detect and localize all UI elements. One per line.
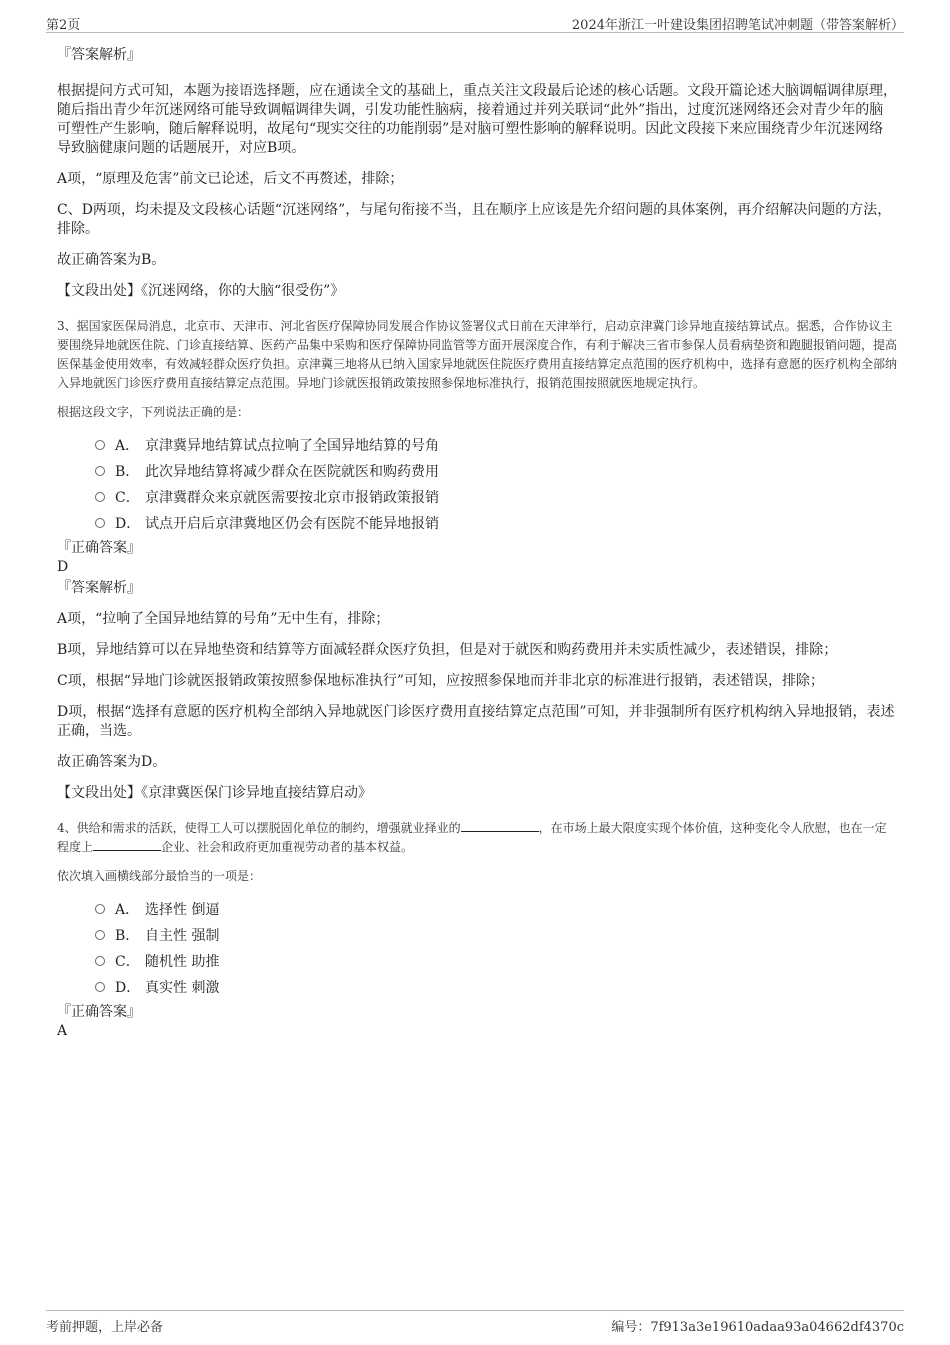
option-text: 此次异地结算将减少群众在医院就医和购药费用 (145, 464, 439, 480)
source-citation: 【文段出处】《京津冀医保门诊异地直接结算启动》 (57, 785, 372, 801)
analysis-paragraph: A项，“拉响了全国异地结算的号角”无中生有，排除； (57, 611, 390, 627)
option-b[interactable] (95, 927, 897, 946)
fill-blank-1 (461, 819, 539, 832)
question-stem: 3、据国家医保局消息，北京市、天津市、河北省医疗保障协同发展合作协议签署仪式日前在天津举行，启动京津冀门诊异地直接结算试点。据悉，合作协议主要围绕异地就医住院、门诊直接结算、医药产品集中采购和医疗保障协同监管等方面开展深度合作，有利于解决三省市参保人员看病垫资和跑腿报销问题，提高医保基金使用效率，有效减轻群众医疗负担。京津冀三地将从已纳入国家异地就医住院医疗费用直接结算定点范围的医疗机构中，选择有意愿的医疗机构全部纳入异地就医门诊医疗费用直接结算定点范围。异地门诊就医报销政策按照参保地标准执行，报销范围按照就医地规定执行。 (57, 319, 898, 390)
option-text: 真实性 刺激 (145, 980, 220, 996)
radio-icon[interactable] (95, 904, 105, 914)
source-citation: 【文段出处】《沉迷网络，你的大脑“很受伤”》 (57, 283, 345, 299)
question-prompt: 根据这段文字，下列说法正确的是： (57, 405, 250, 419)
analysis-paragraph: 根据提问方式可知，本题为接语选择题，应在通读全文的基础上，重点关注文段最后论述的核心话题。文段开篇论述大脑调幅调律原理，随后指出青少年沉迷网络可能导致调幅调律失调，引发功能性脑病，接着通过并列关联词“此外”指出，过度沉迷网络还会对青少年的脑可塑性产生影响，随后解释说明，故尾句“现实交往的功能削弱”是对脑可塑性影响的解释说明。因此文段接下来应围绕青少年沉迷网络导致脑健康问题的话题展开，对应B项。 (57, 83, 897, 156)
option-a[interactable] (95, 437, 897, 456)
document-code: 编号：7f913a3e19610adaa93a04662df4370c (611, 1320, 904, 1335)
analysis-paragraph: C项，根据“异地门诊就医报销政策按照参保地标准执行”可知，应按照参保地而并非北京的标准进行报销，表述错误，排除； (57, 673, 825, 689)
correct-answer: D (57, 559, 69, 575)
question-prompt: 依次填入画横线部分最恰当的一项是： (57, 869, 262, 883)
option-text: 试点开启后京津冀地区仍会有医院不能异地报销 (145, 516, 439, 532)
radio-icon[interactable] (95, 982, 105, 992)
option-list (57, 437, 897, 534)
stem-text: ，在市场上最大限度实现个体价值，这种变化令人欣慰，也在一定程度上 (57, 821, 887, 854)
footer-slogan: 考前押题，上岸必备 (46, 1320, 164, 1335)
option-text: 随机性 助推 (145, 954, 220, 970)
option-letter: B． (115, 464, 140, 480)
fill-blank-2 (93, 838, 161, 851)
option-c[interactable] (95, 953, 897, 972)
answer-label: 『正确答案』 (57, 540, 141, 556)
page-header (46, 14, 904, 33)
radio-icon[interactable] (95, 492, 105, 502)
analysis-label: 『答案解析』 (57, 47, 141, 63)
option-text: 京津冀群众来京就医需要按北京市报销政策报销 (145, 490, 439, 506)
analysis-paragraph: 故正确答案为B。 (57, 252, 166, 268)
option-letter: A． (115, 438, 140, 454)
page-number: 第2页 (46, 18, 81, 33)
document-title: 2024年浙江一叶建设集团招聘笔试冲刺题（带答案解析） (571, 18, 904, 33)
option-letter: C． (115, 490, 140, 506)
analysis-label: 『答案解析』 (57, 580, 141, 596)
option-d[interactable] (95, 515, 897, 534)
answer-label: 『正确答案』 (57, 1004, 141, 1020)
radio-icon[interactable] (95, 518, 105, 528)
stem-text: 4、供给和需求的活跃，使得工人可以摆脱固化单位的制约，增强就业择业的 (57, 821, 461, 835)
option-letter: A． (115, 902, 140, 918)
analysis-paragraph: A项，“原理及危害”前文已论述，后文不再赘述，排除； (57, 171, 404, 187)
analysis-paragraph: B项，异地结算可以在异地垫资和结算等方面减轻群众医疗负担，但是对于就医和购药费用并未实质性减少，表述错误，排除； (57, 642, 838, 658)
option-list (57, 901, 897, 998)
radio-icon[interactable] (95, 440, 105, 450)
question-stem (57, 819, 897, 857)
page-content (57, 46, 897, 1041)
option-c[interactable] (95, 489, 897, 508)
radio-icon[interactable] (95, 466, 105, 476)
option-text: 自主性 强制 (145, 928, 220, 944)
correct-answer: A (57, 1023, 68, 1039)
option-letter: D． (115, 980, 141, 996)
option-text: 选择性 倒逼 (145, 902, 220, 918)
radio-icon[interactable] (95, 956, 105, 966)
analysis-paragraph: D项，根据“选择有意愿的医疗机构全部纳入异地就医门诊医疗费用直接结算定点范围”可知，并非强制所有医疗机构纳入异地报销，表述正确，当选。 (57, 704, 895, 739)
radio-icon[interactable] (95, 930, 105, 940)
option-b[interactable] (95, 463, 897, 482)
option-d[interactable] (95, 979, 897, 998)
page-footer (46, 1310, 904, 1333)
option-letter: C． (115, 954, 140, 970)
stem-text: 企业、社会和政府更加重视劳动者的基本权益。 (161, 840, 414, 854)
option-a[interactable] (95, 901, 897, 920)
option-letter: B． (115, 928, 140, 944)
option-letter: D． (115, 516, 141, 532)
analysis-paragraph: 故正确答案为D。 (57, 754, 167, 770)
option-text: 京津冀异地结算试点拉响了全国异地结算的号角 (145, 438, 439, 454)
analysis-paragraph: C、D两项，均未提及文段核心话题“沉迷网络”，与尾句衔接不当，且在顺序上应该是先介绍问题的具体案例，再介绍解决问题的方法，排除。 (57, 202, 892, 237)
